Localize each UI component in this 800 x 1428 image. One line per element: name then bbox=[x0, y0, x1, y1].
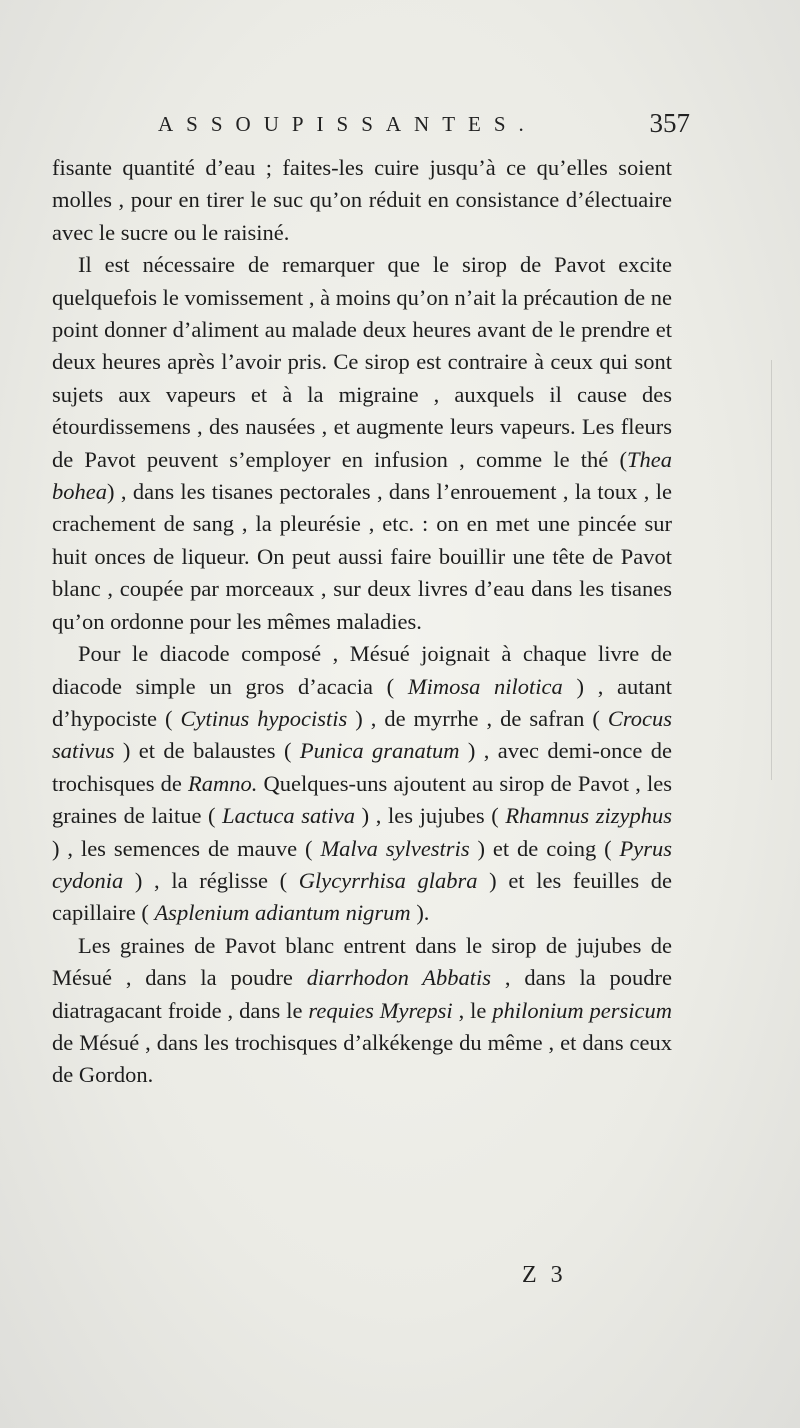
text-run: Pour le diacode composé , Mésué joignait à chaque livre de diacode simple un gros d’acacia ( bbox=[52, 641, 672, 699]
italic-term: Mimosa nilotica bbox=[407, 673, 563, 699]
italic-term: philonium persicum bbox=[492, 997, 672, 1023]
text-run: ) et de balaustes ( bbox=[114, 738, 300, 764]
text-run: ) , la réglisse ( bbox=[123, 867, 299, 893]
page-header bbox=[62, 108, 690, 148]
italic-term: Thea bohea bbox=[52, 446, 672, 505]
text-run: ) et de coing ( bbox=[469, 835, 620, 861]
italic-term: Cytinus hypocistis bbox=[180, 705, 348, 731]
text-run: fisante quantité d’eau ; faites-les cuire jusqu’à ce qu’elles soient molles , pour en tirer le suc qu’on réduit en consistance d’électuaire avec le sucre ou le raisiné. bbox=[52, 155, 672, 245]
italic-term: Ramno. bbox=[188, 770, 258, 796]
text-run: ) , autant d’hypociste ( bbox=[52, 673, 672, 731]
running-head: ASSOUPISSANTES. bbox=[158, 112, 537, 136]
text-run: ) , de myrrhe , de safran ( bbox=[347, 705, 608, 731]
italic-term: Pyrus cydonia bbox=[52, 835, 673, 893]
italic-term: Lactuca sativa bbox=[222, 803, 356, 829]
text-run: ). bbox=[410, 900, 430, 926]
text-run: Il est nécessaire de remarquer que le sirop de Pavot excite quelquefois le vomissement , à moins qu’on n’ait la précaution de ne point donner d’aliment au malade deux heures avant de le prendre et deux heures après l’avoir pris. Ce sirop est contraire à ceux qui sont sujets aux vapeurs et à la migraine , auxquels il cause des étourdissemens , des nausées , et augmente leurs vapeurs. Les fleurs de Pavot peuvent s’employer en infusion , comme le thé ( bbox=[52, 252, 672, 472]
italic-term: Asplenium adiantum nigrum bbox=[154, 900, 411, 926]
italic-term: Punica granatum bbox=[299, 738, 460, 764]
italic-term: Malva sylvestris bbox=[320, 835, 470, 861]
body-text bbox=[52, 152, 672, 1092]
italic-term: Glycyrrhisa glabra bbox=[298, 867, 478, 893]
text-run: ) , les jujubes ( bbox=[355, 803, 506, 829]
text-run: ) et les feuilles de capillaire ( bbox=[52, 867, 672, 926]
text-run: de Mésué , dans les trochisques d’alkékenge du même , et dans ceux de Gordon. bbox=[52, 1029, 672, 1088]
paragraph bbox=[52, 152, 672, 249]
scan-artifact-line bbox=[771, 360, 772, 780]
text-run: ) , les semences de mauve ( bbox=[52, 835, 321, 861]
text-run: ) , dans les tisanes pectorales , dans l’enrouement , la toux , le crachement de sang , la pleurésie , etc. : on en met une pincée sur huit onces de liqueur. On peut aussi faire bouillir une tête de Pavot blanc , coupée par morceaux , sur deux livres d’eau dans les tisanes qu’on ordonne pour les mêmes maladies. bbox=[52, 479, 672, 634]
paragraph bbox=[52, 930, 672, 1092]
italic-term: Crocus sativus bbox=[52, 705, 673, 764]
text-run: , dans la poudre diatragacant froide , dans le bbox=[52, 965, 672, 1023]
text-run: , le bbox=[452, 997, 493, 1023]
italic-term: diarrhodon Abbatis bbox=[306, 965, 492, 991]
italic-term: requies Myrepsi bbox=[308, 997, 453, 1023]
text-run: Les graines de Pavot blanc entrent dans le sirop de jujubes de Mésué , dans la poudre bbox=[52, 932, 672, 991]
page-number: 357 bbox=[649, 108, 690, 138]
paragraph bbox=[52, 638, 672, 930]
text-run: Quelques-uns ajoutent au sirop de Pavot , les graines de laitue ( bbox=[52, 770, 672, 829]
paragraph bbox=[52, 249, 672, 638]
signature-mark: Z 3 bbox=[522, 1262, 567, 1288]
italic-term: Rhamnus zizyphus bbox=[505, 803, 672, 829]
text-run: ) , avec demi-once de trochisques de bbox=[52, 738, 672, 796]
